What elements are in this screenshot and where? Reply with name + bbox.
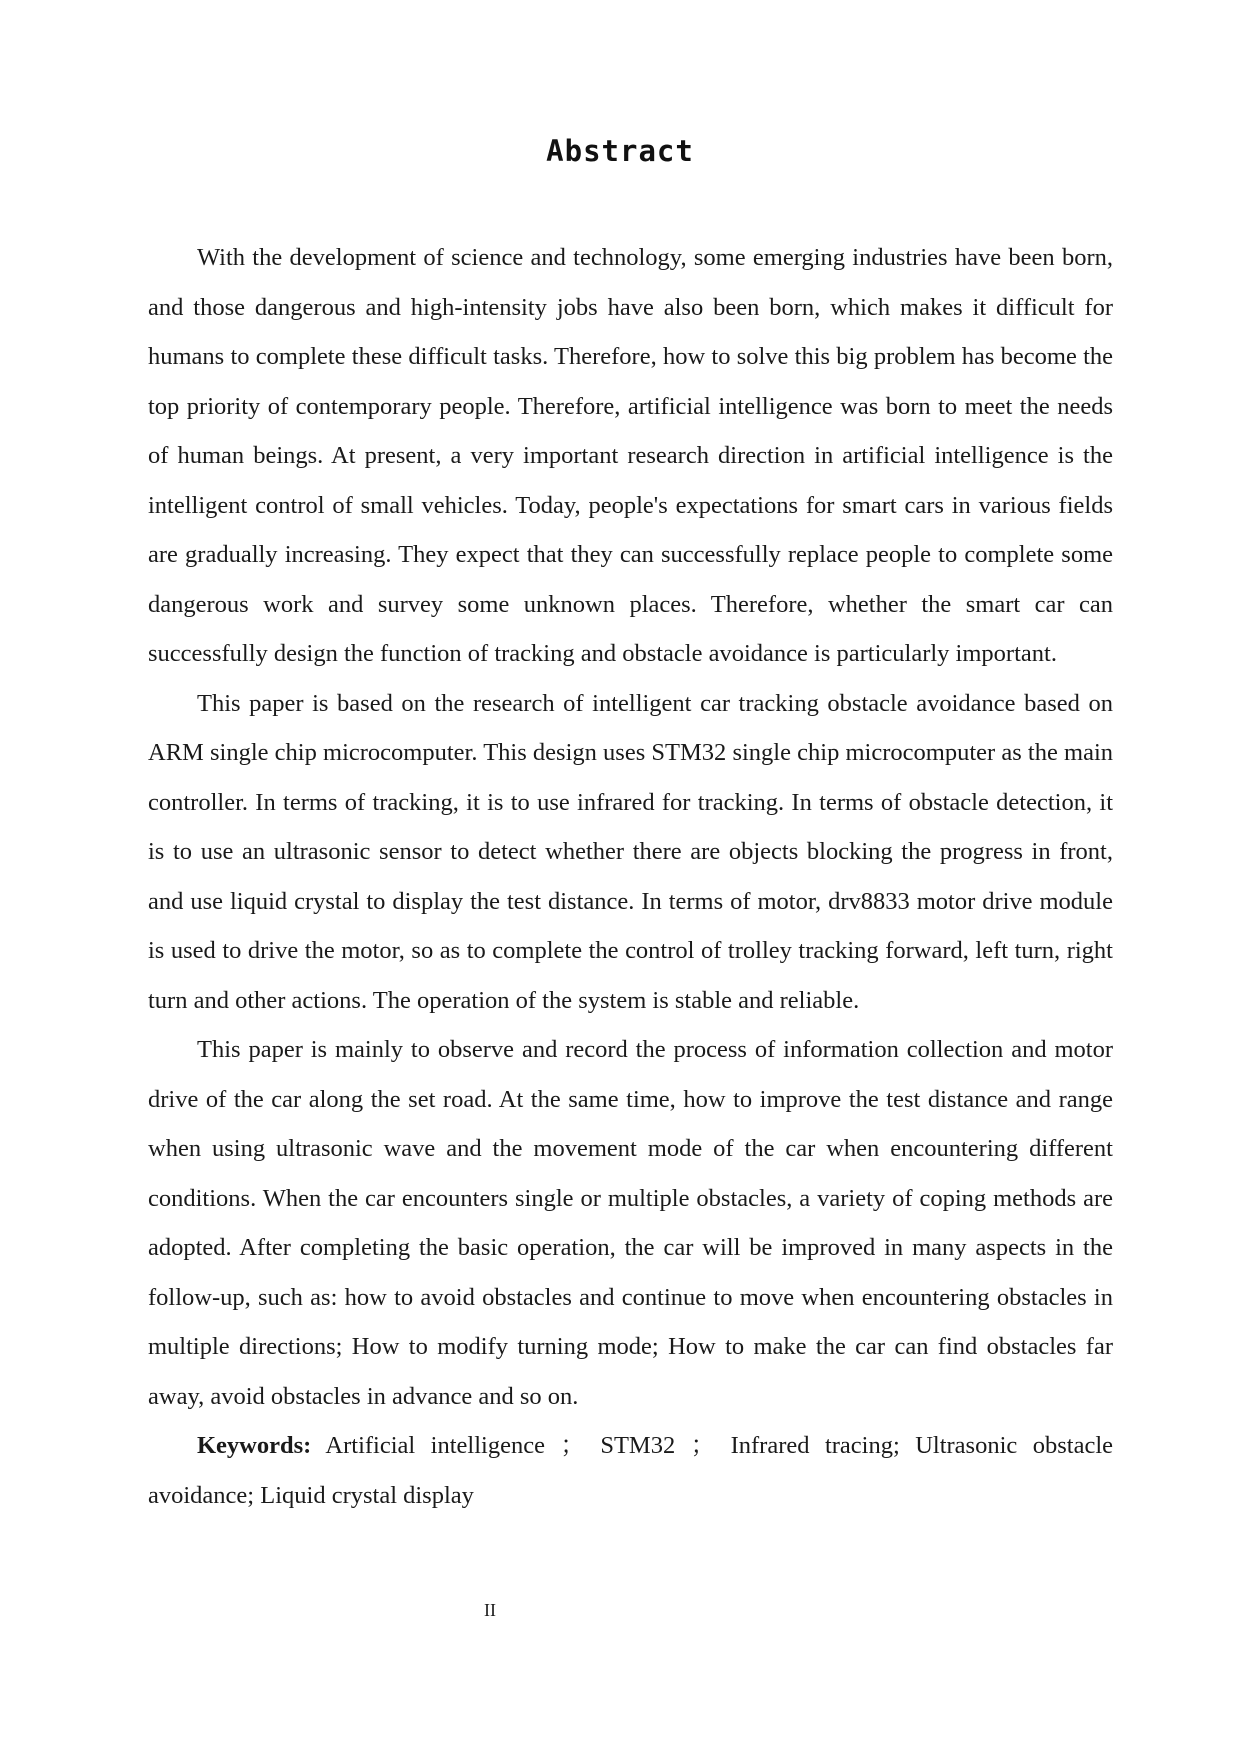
keywords-line (148, 1421, 1113, 1520)
page-title: Abstract (546, 134, 694, 168)
abstract-paragraph-1: With the development of science and technology, some emerging industries have been born, and those dangerous and high-intensity jobs have also been born, which makes it difficult for humans to complete these difficult tasks. Therefore, how to solve this big problem has become the top priority of contemporary people. Therefore, artificial intelligence was born to meet the needs of human beings. At present, a very important research direction in artificial intelligence is the intelligent control of small vehicles. Today, people's expectations for smart cars in various fields are gradually increasing. They expect that they can successfully replace people to complete some dangerous work and survey some unknown places. Therefore, whether the smart car can successfully design the function of tracking and obstacle avoidance is particularly important. (148, 244, 1113, 667)
abstract-paragraph-3: This paper is mainly to observe and record the process of information collection and motor drive of the car along the set road. At the same time, how to improve the test distance and range when using ultrasonic wave and the movement mode of the car when encountering different conditions. When the car encounters single or multiple obstacles, a variety of coping methods are adopted. After completing the basic operation, the car will be improved in many aspects in the follow-up, such as: how to avoid obstacles and continue to move when encountering obstacles in multiple directions; How to modify turning mode; How to make the car can find obstacles far away, avoid obstacles in advance and so on. (148, 1036, 1113, 1410)
page-number: II (484, 1600, 496, 1620)
abstract-paragraph-2: This paper is based on the research of intelligent car tracking obstacle avoidance based on ARM single chip microcomputer. This design uses STM32 single chip microcomputer as the main controller. In terms of tracking, it is to use infrared for tracking. In terms of obstacle detection, it is to use an ultrasonic sensor to detect whether there are objects blocking the progress in front, and use liquid crystal to display the test distance. In terms of motor, drv8833 motor drive module is used to drive the motor, so as to complete the control of trolley tracking forward, left turn, right turn and other actions. The operation of the system is stable and reliable. (148, 689, 1113, 1014)
abstract-body (148, 233, 1113, 1520)
keywords-label: Keywords: (197, 1432, 312, 1459)
keywords-text: Artificial intelligence ； STM32 ； Infrared tracing; Ultrasonic obstacle avoidance; Liquid crystal display (148, 1432, 1113, 1509)
